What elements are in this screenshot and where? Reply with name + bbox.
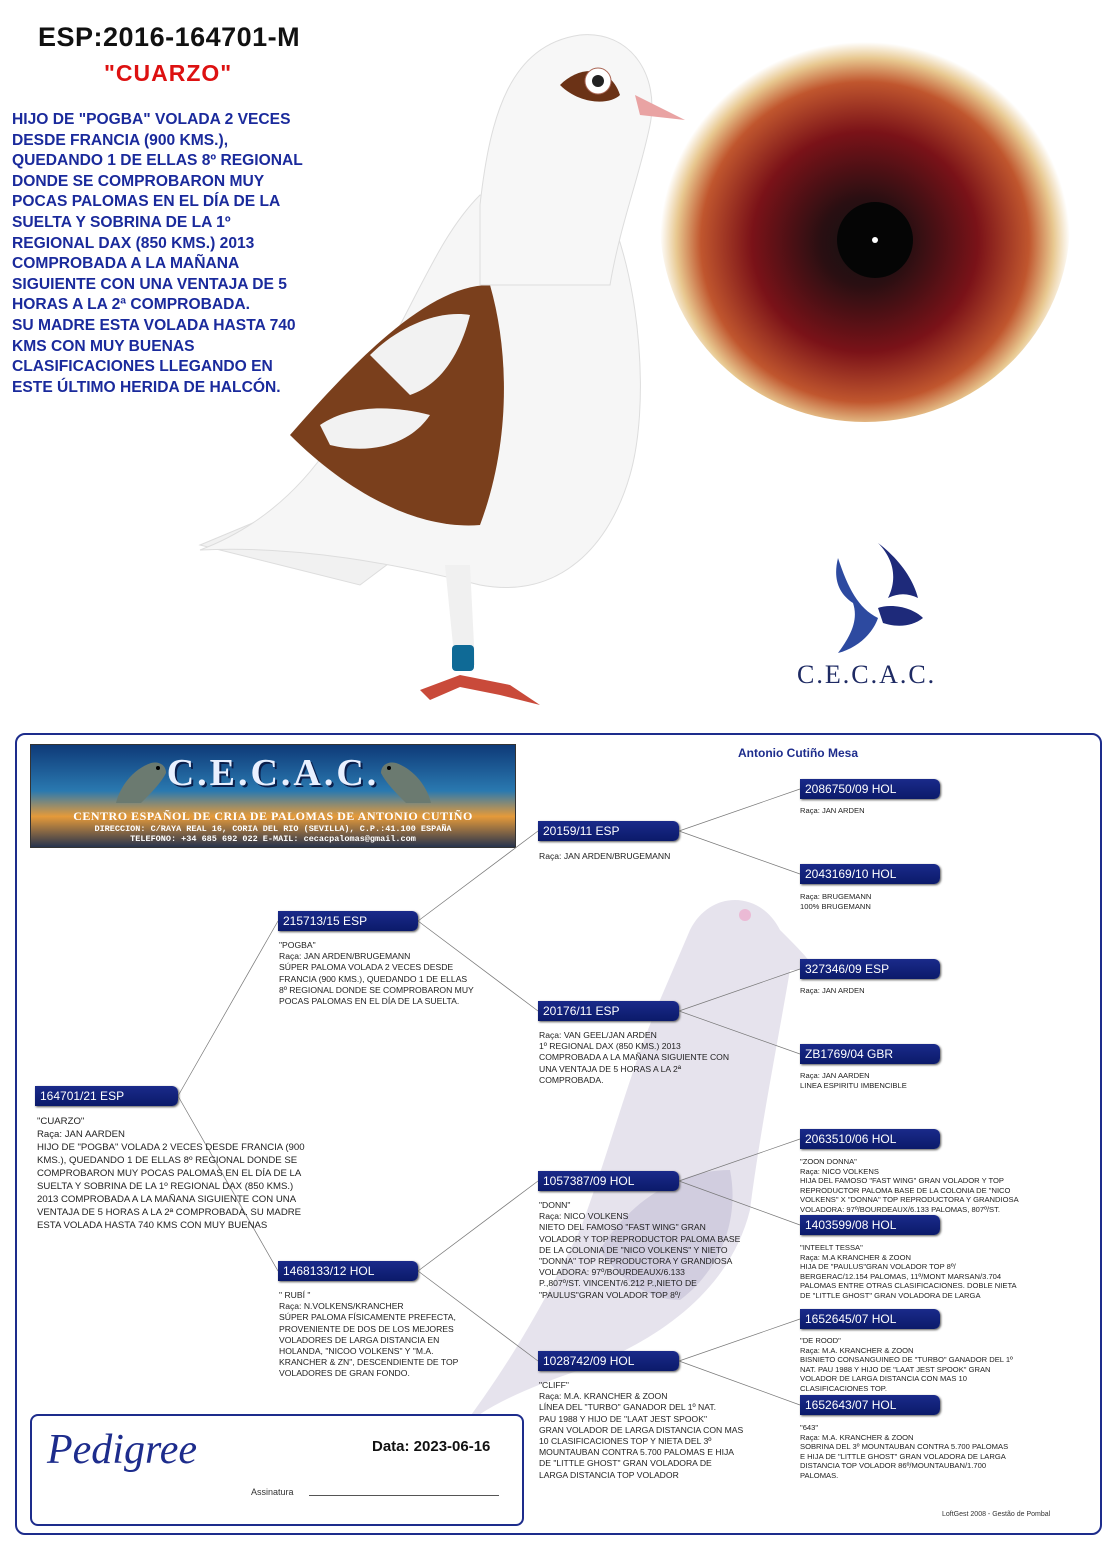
dsd-ring: 1403599/08 HOL — [800, 1215, 940, 1235]
sire-dam-details: Raça: VAN GEEL/JAN ARDEN 1º REGIONAL DAX (850 KMS.) 2013 COMPROBADA A LA MAÑANA SIGUIENTE CON UNA VENTAJA DE 5 HORAS A LA 2ª COMPROBADA. — [539, 1030, 730, 1085]
sss-details: Raça: JAN ARDEN — [800, 806, 865, 815]
dam-sire-details: "DONN" Raça: NICO VOLKENS NIETO DEL FAMOSO "FAST WING" GRAN VOLADOR Y TOP REPRODUCTOR PALOMA BASE DE LA COLONIA DE "NICO VOLKENS" Y NIETO "DONNA" TOP REPRODUCTORA Y GRANDIOSA VOLADORA: 97º/BOURDEAUX/6.133 P.,807º/ST. VINCENT/6.212 P.,NIETO DE "PAULUS"GRAN VOLADOR TOP 8º/ — [539, 1200, 741, 1300]
dam-ring: 1468133/12 HOL — [278, 1261, 418, 1281]
dsd-details: "INTEELT TESSA" Raça: M.A KRANCHER & ZOON HIJA DE "PAULUS"GRAN VOLADOR TOP 8º/ BERGERAC/12.154 PALOMAS, 11º/MONT MARSAN/3.704 PALOMAS ENTRE OTRAS CLASIFICACIONES. DOBLE NIETA DE "LITTLE GHOST" GRAN VOLADORA DE LARGA — [800, 1243, 1017, 1300]
ssd-details: Raça: BRUGEMANN 100% BRUGEMANN — [800, 892, 872, 911]
banner-subtitle: CENTRO ESPAÑOL DE CRIA DE PALOMAS DE ANTONIO CUTIÑO — [73, 809, 473, 823]
signature-label: Assinatura — [251, 1487, 294, 1497]
pedigree-date: Data: 2023-06-16 — [372, 1438, 491, 1455]
sss-ring: 2086750/09 HOL — [800, 779, 940, 799]
dam-dam-details: "CLIFF" Raça: M.A. KRANCHER & ZOON LÍNEA DEL "TURBO" GANADOR DEL 1º NAT. PAU 1988 Y HIJO DE "LAAT JEST SPOOK" GRAN VOLADOR DE LARGA DISTANCIA CON MAS 10 CLASIFICACIONES TOP Y NIETA DEL 3º MOUNTAUBAN CONTRA 5.700 PALOMAS E HIJA DE "LITTLE GHOST" GRAN VOLADORA DE LARGA DISTANCIA TOP VOLADOR — [539, 1380, 744, 1480]
pedigree-title: Pedigree — [47, 1427, 198, 1473]
subject-ring: 164701/21 ESP — [35, 1086, 178, 1106]
dam-details: " RUBÍ " Raça: N.VOLKENS/KRANCHER SÚPER PALOMA FÍSICAMENTE PREFECTA, PROVENIENTE DE DOS DE LOS MEJORES VOLADORES DE LARGA DISTANCIA EN HOLANDA, "NICOO VOLKENS" Y "M.A. KRANCHER & ZN", DESCENDIENTE DE TOP VOLADORES DE GRAN FONDO. — [279, 1290, 459, 1379]
dam-dam-ring: 1028742/09 HOL — [538, 1351, 679, 1371]
ssd-ring: 2043169/10 HOL — [800, 864, 940, 884]
bird-name: "CUARZO" — [104, 60, 233, 86]
dss-details: "ZOON DONNA" Raça: NICO VOLKENS HIJA DEL FAMOSO "FAST WING" GRAN VOLADOR Y TOP REPRODUCTOR PALOMA BASE DE LA COLONIA DE "NICO VOLKENS" X "DONNA" TOP REPRODUCTORA Y GRANDIOSA VOLADORA: 97º/BOURDEAUX/6.133 PALOMAS, 807º/ST. — [800, 1157, 1019, 1214]
owner-name: Antonio Cutiño Mesa — [738, 746, 858, 760]
sire-ring: 215713/15 ESP — [278, 911, 418, 931]
sds-ring: 327346/09 ESP — [800, 959, 940, 979]
ring-title: ESP:2016-164701-M — [38, 22, 301, 52]
sds-details: Raça: JAN ARDEN — [800, 986, 865, 995]
ddd-details: "643" Raça: M.A. KRANCHER & ZOON SOBRINA DEL 3º MOUNTAUBAN CONTRA 5.700 PALOMAS E HIJA DE "LITTLE GHOST" GRAN VOLADORA DE LARGA DISTANCIA TOP VOLADOR 86º/MOUNTAUBAN/1.700 PALOMAS. — [800, 1423, 1009, 1480]
sire-sire-ring: 20159/11 ESP — [538, 821, 679, 841]
banner-contact: TELEFONO: +34 685 692 022 E-MAIL: cecacpalomas@gmail.com — [130, 834, 416, 844]
banner-address: DIRECCION: C/RAYA REAL 16, CORIA DEL RIO (SEVILLA), C.P.:41.100 ESPAÑA — [94, 824, 452, 834]
dds-ring: 1652645/07 HOL — [800, 1309, 940, 1329]
signature-line — [309, 1495, 499, 1496]
sire-sire-details: Raça: JAN ARDEN/BRUGEMANN — [539, 851, 671, 861]
ddd-ring: 1652643/07 HOL — [800, 1395, 940, 1415]
bird-description: HIJO DE "POGBA" VOLADA 2 VECES DESDE FRANCIA (900 KMS.), QUEDANDO 1 DE ELLAS 8º REGIONAL DONDE SE COMPROBARON MUY POCAS PALOMAS EN EL DÍA DE LA SUELTA Y SOBRINA DE LA 1º REGIONAL DAX (850 KMS.) 2013 COMPROBADA A LA MAÑANA SIGUIENTE CON UNA VENTAJA DE 5 HORAS A LA 2ª COMPROBADA. SU MADRE ESTA VOLADA HASTA 740 KMS CON MUY BUENAS CLASIFICACIONES LLEGANDO EN ESTE ÚLTIMO HERIDA DE HALCÓN. — [12, 111, 303, 396]
sire-dam-ring: 20176/11 ESP — [538, 1001, 679, 1021]
sdd-details: Raça: JAN AARDEN LINEA ESPIRITU IMBENCIBLE — [800, 1071, 907, 1090]
subject-details: "CUARZO" Raça: JAN AARDEN HIJO DE "POGBA" VOLADA 2 VECES DESDE FRANCIA (900 KMS.), QUEDANDO 1 DE ELLAS 8º REGIONAL DONDE SE COMPROBARON MUY POCAS PALOMAS EN EL DÍA DE LA SUELTA Y SOBRINA DE LA 1º REGIONAL DAX (850 KMS.) 2013 COMPROBADA A LA MAÑANA SIGUIENTE CON UNA VENTAJA DE 5 HORAS A LA 2ª COMPROBADA. SU MADRE ESTA VOLADA HASTA 740 KMS CON MUY BUENAS — [37, 1116, 305, 1231]
sdd-ring: ZB1769/04 GBR — [800, 1044, 940, 1064]
banner-title: C.E.C.A.C. — [166, 752, 380, 794]
dss-ring: 2063510/06 HOL — [800, 1129, 940, 1149]
software-footer: LoftGest 2008 - Gestão de Pombal — [942, 1511, 1051, 1518]
cecac-logo-text: C.E.C.A.C. — [797, 660, 937, 689]
sire-details: "POGBA" Raça: JAN ARDEN/BRUGEMANN SÚPER PALOMA VOLADA 2 VECES DESDE FRANCIA (900 KMS.), QUEDANDO 1 DE ELLAS 8º REGIONAL DONDE SE COMPROBARON MUY POCAS PALOMAS EN EL DÍA DE LA SUELTA. — [279, 940, 474, 1007]
dam-sire-ring: 1057387/09 HOL — [538, 1171, 679, 1191]
dds-details: "DE ROOD" Raça: M.A. KRANCHER & ZOON BISNIETO CONSANGUINEO DE "TURBO" GANADOR DEL 1º NAT. PAU 1988 Y HIJO DE "LAAT JEST SPOOK" GRAN VOLADOR DE LARGA DISTANCIA CON MAS 10 CLASIFICACIONES TOP. — [800, 1336, 1013, 1393]
